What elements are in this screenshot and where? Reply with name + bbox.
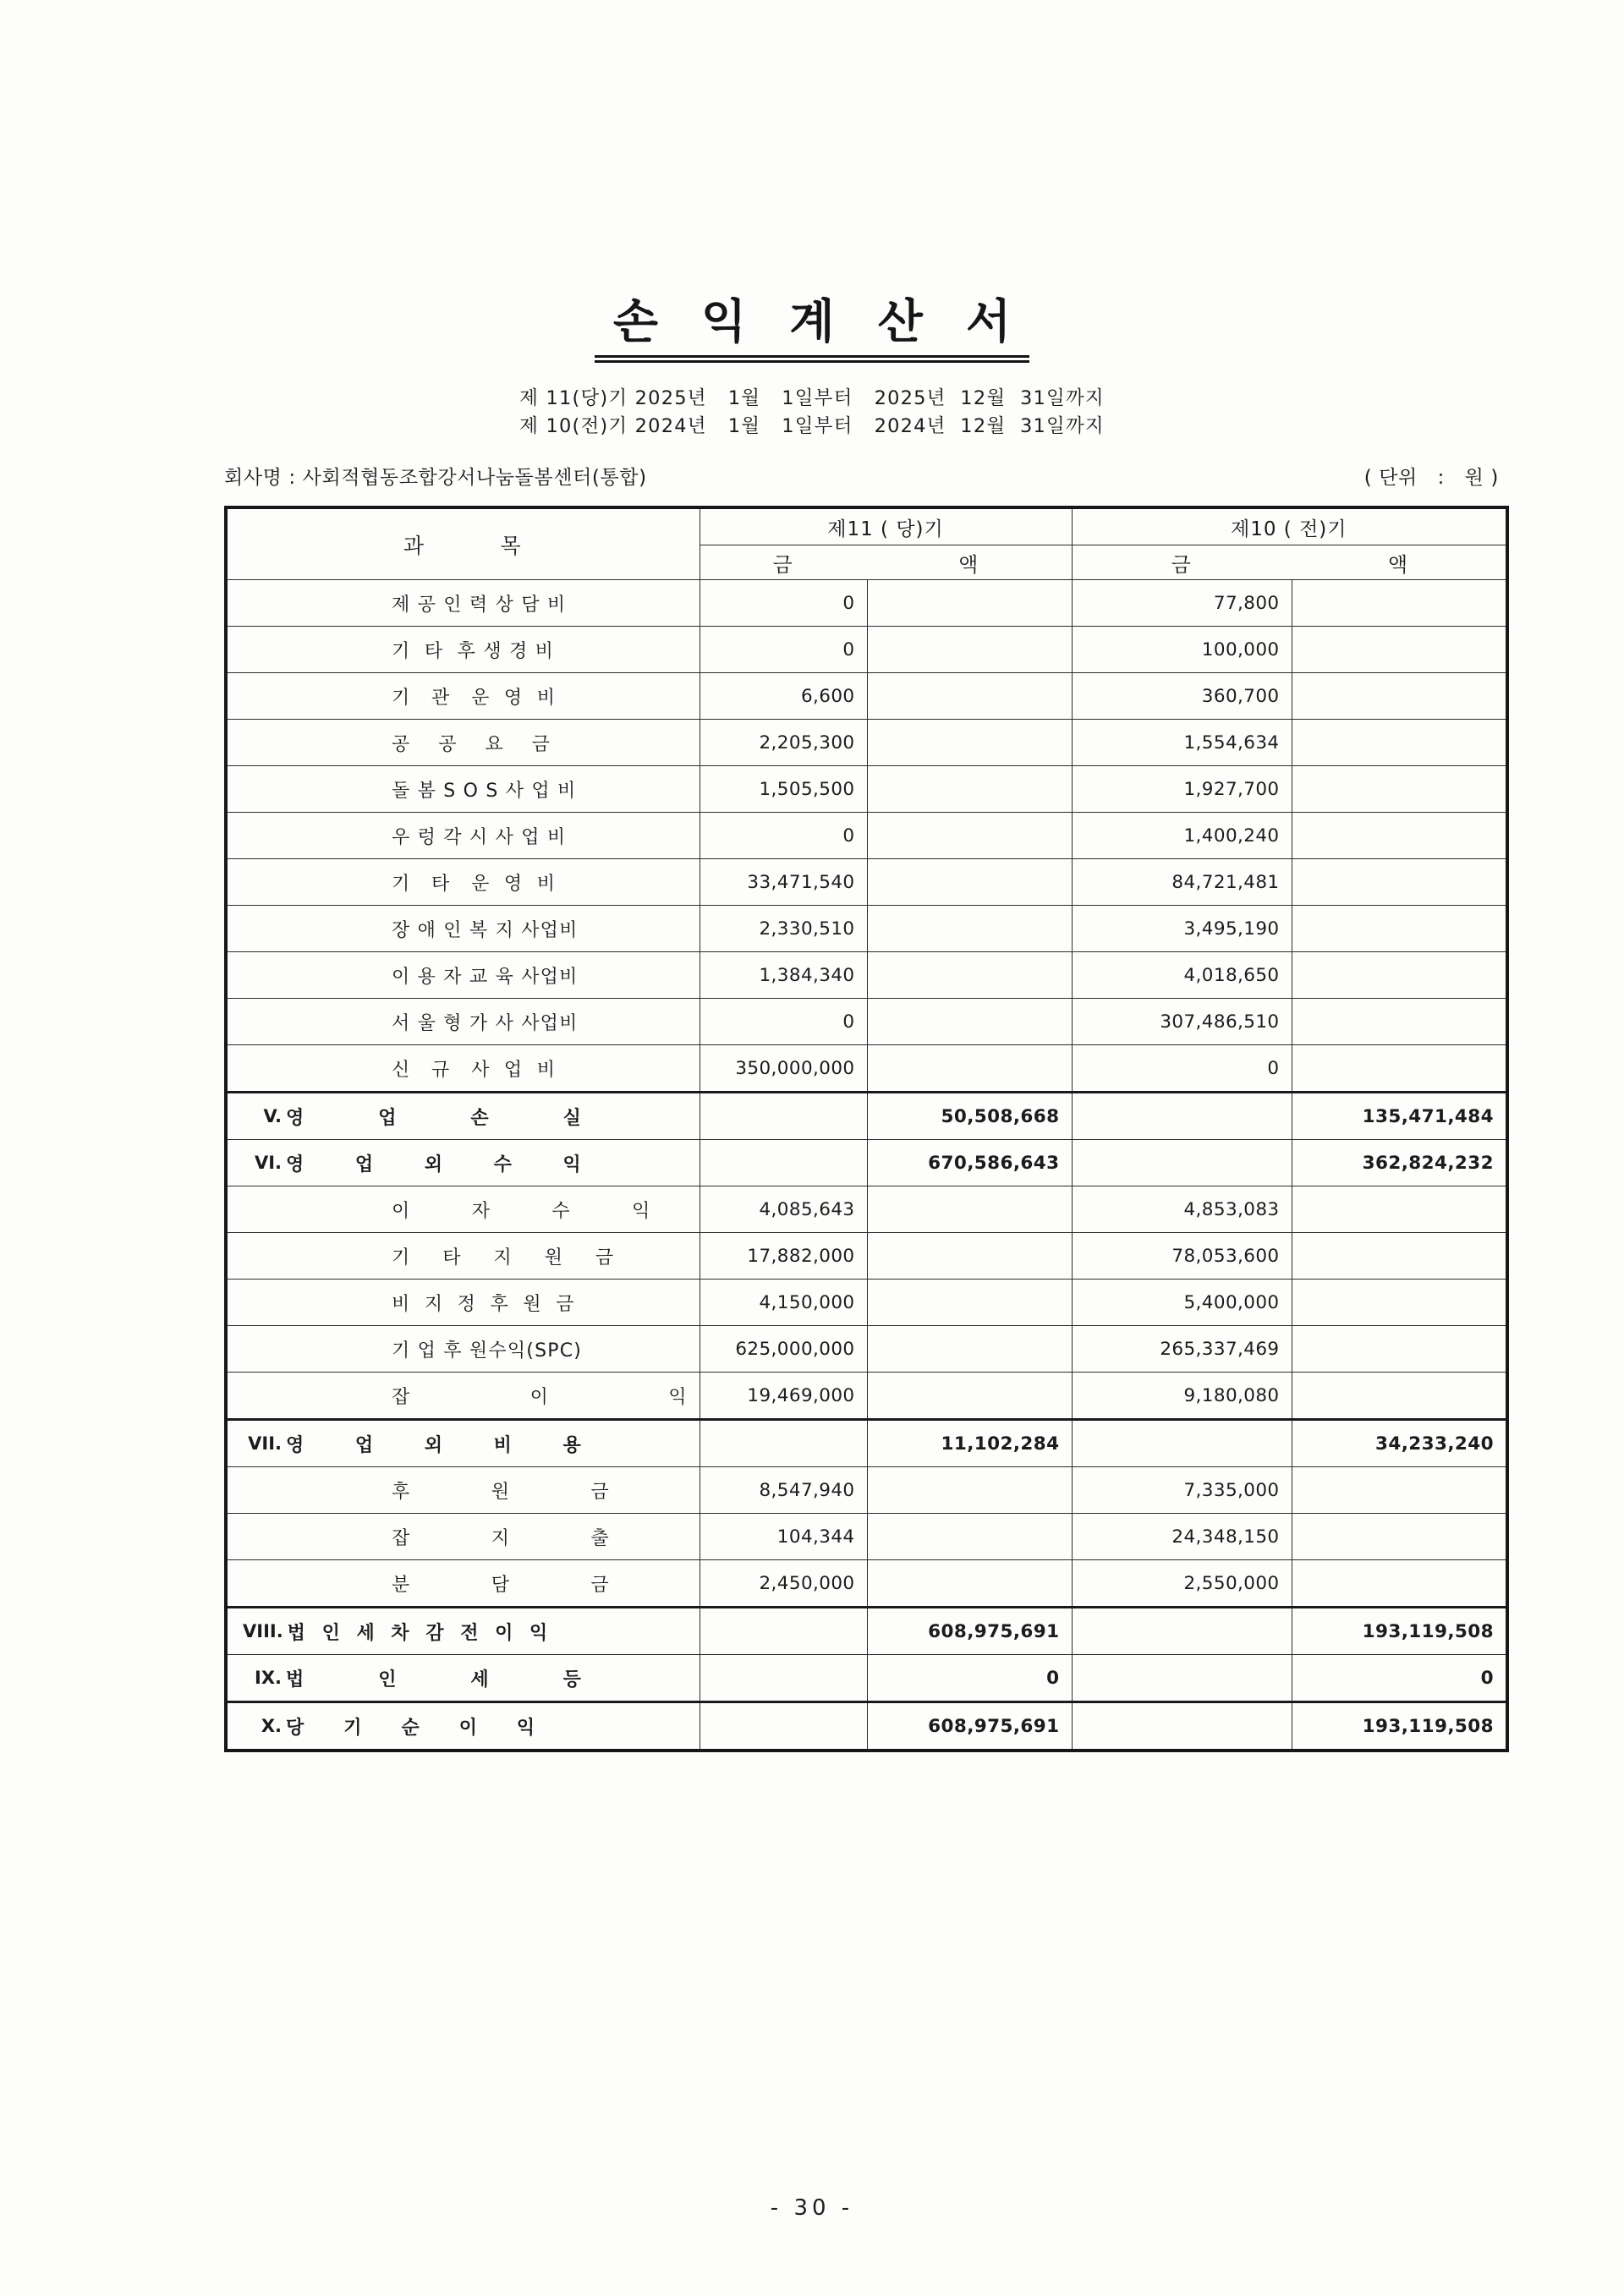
prior-subtotal-cell: 77,800 xyxy=(1072,580,1292,627)
prior-total-cell xyxy=(1292,1280,1507,1326)
account-label: 잡 이 익 xyxy=(392,1386,691,1408)
prior-subtotal-cell: 100,000 xyxy=(1072,627,1292,673)
current-total-cell xyxy=(867,720,1072,766)
current-subtotal-cell: 104,344 xyxy=(700,1514,867,1560)
prior-subtotal-cell: 2,550,000 xyxy=(1072,1560,1292,1608)
account-cell xyxy=(226,627,700,673)
account-label: 영 업 외 비 용 xyxy=(286,1434,586,1456)
current-subtotal-cell: 8,547,940 xyxy=(700,1467,867,1514)
prior-total-cell xyxy=(1292,1186,1507,1233)
current-total-cell xyxy=(867,906,1072,952)
prior-subtotal-cell: 4,853,083 xyxy=(1072,1186,1292,1233)
prior-subtotal-cell: 7,335,000 xyxy=(1072,1467,1292,1514)
account-roman-numeral: VIII. xyxy=(243,1621,283,1641)
current-subtotal-cell: 17,882,000 xyxy=(700,1233,867,1280)
prior-total-cell xyxy=(1292,906,1507,952)
current-total-cell xyxy=(867,1186,1072,1233)
prior-total-cell xyxy=(1292,1560,1507,1608)
current-subtotal-cell: 2,330,510 xyxy=(700,906,867,952)
prior-total-cell xyxy=(1292,1233,1507,1280)
current-total-cell xyxy=(867,1514,1072,1560)
prior-subtotal-cell xyxy=(1072,1420,1292,1467)
prior-total-cell xyxy=(1292,720,1507,766)
prior-total-cell: 193,119,508 xyxy=(1292,1608,1507,1655)
prior-subtotal-cell xyxy=(1072,1140,1292,1186)
prior-total-cell: 193,119,508 xyxy=(1292,1702,1507,1751)
account-cell xyxy=(226,766,700,813)
account-cell xyxy=(226,1280,700,1326)
account-label: 공 공 요 금 xyxy=(392,733,551,755)
table-row xyxy=(226,952,1507,999)
table-row xyxy=(226,1514,1507,1560)
prior-total-cell: 362,824,232 xyxy=(1292,1140,1507,1186)
account-label: 기 타 운 영 비 xyxy=(392,873,557,895)
table-row xyxy=(226,766,1507,813)
account-label: 기 관 운 영 비 xyxy=(392,687,557,709)
table-row xyxy=(226,1326,1507,1373)
current-subtotal-cell xyxy=(700,1420,867,1467)
header-row-periods xyxy=(226,507,1507,545)
header-current-amount-right: 액 xyxy=(867,545,1072,580)
account-cell xyxy=(226,580,700,627)
meta-row xyxy=(224,462,1506,490)
table-row xyxy=(226,720,1507,766)
current-subtotal-cell: 33,471,540 xyxy=(700,859,867,906)
current-subtotal-cell: 6,600 xyxy=(700,673,867,720)
table-row xyxy=(226,1280,1507,1326)
unit-note: ( 단위 : 원 ) xyxy=(1363,467,1499,489)
header-prior-amount-right: 액 xyxy=(1292,545,1507,580)
current-subtotal-cell: 625,000,000 xyxy=(700,1326,867,1373)
header-account: 과 목 xyxy=(226,507,700,580)
prior-subtotal-cell: 24,348,150 xyxy=(1072,1514,1292,1560)
current-subtotal-cell xyxy=(700,1655,867,1702)
current-total-cell xyxy=(867,952,1072,999)
account-label: 분 담 금 xyxy=(392,1574,613,1596)
current-subtotal-cell: 0 xyxy=(700,627,867,673)
current-total-cell xyxy=(867,1467,1072,1514)
table-row xyxy=(226,813,1507,859)
prior-subtotal-cell: 307,486,510 xyxy=(1072,999,1292,1045)
page-number: - 30 - xyxy=(770,2195,854,2221)
current-total-cell xyxy=(867,580,1072,627)
current-total-cell xyxy=(867,766,1072,813)
account-cell xyxy=(226,1140,700,1186)
prior-total-cell xyxy=(1292,952,1507,999)
current-subtotal-cell: 4,150,000 xyxy=(700,1280,867,1326)
account-label: 후 원 금 xyxy=(392,1481,613,1503)
account-roman-numeral: V. xyxy=(263,1106,282,1126)
prior-subtotal-cell: 1,927,700 xyxy=(1072,766,1292,813)
current-subtotal-cell: 4,085,643 xyxy=(700,1186,867,1233)
account-cell xyxy=(226,673,700,720)
account-label: 우 렁 각 시 사 업 비 xyxy=(392,826,567,848)
prior-subtotal-cell: 4,018,650 xyxy=(1072,952,1292,999)
current-total-cell xyxy=(867,1045,1072,1093)
prior-total-cell xyxy=(1292,1514,1507,1560)
period-current-line: 제 11(당)기 2025년 1월 1일부터 2025년 12월 31일까지 xyxy=(519,387,1105,409)
current-subtotal-cell: 2,205,300 xyxy=(700,720,867,766)
table-row xyxy=(226,906,1507,952)
prior-total-cell xyxy=(1292,813,1507,859)
prior-subtotal-cell: 0 xyxy=(1072,1045,1292,1093)
current-subtotal-cell: 19,469,000 xyxy=(700,1373,867,1420)
prior-total-cell: 0 xyxy=(1292,1655,1507,1702)
account-label: 영 업 외 수 익 xyxy=(286,1153,586,1175)
current-total-cell xyxy=(867,1326,1072,1373)
current-subtotal-cell xyxy=(700,1140,867,1186)
current-total-cell xyxy=(867,673,1072,720)
account-label: 당 기 순 이 익 xyxy=(286,1717,540,1739)
current-total-cell xyxy=(867,859,1072,906)
account-cell xyxy=(226,1233,700,1280)
table-row xyxy=(226,1655,1507,1702)
account-cell xyxy=(226,1702,700,1751)
current-total-cell: 670,586,643 xyxy=(867,1140,1072,1186)
period-block xyxy=(0,385,1624,441)
table-row xyxy=(226,1702,1507,1751)
account-roman-numeral: VI. xyxy=(254,1153,282,1173)
prior-subtotal-cell: 1,400,240 xyxy=(1072,813,1292,859)
header-prior-amount-left: 금 xyxy=(1072,545,1292,580)
account-roman-numeral: X. xyxy=(261,1716,282,1736)
current-subtotal-cell xyxy=(700,1702,867,1751)
table-row xyxy=(226,1467,1507,1514)
account-label: 잡 지 출 xyxy=(392,1527,613,1549)
table-row xyxy=(226,1233,1507,1280)
prior-total-cell xyxy=(1292,1326,1507,1373)
period-prior-line: 제 10(전)기 2024년 1월 1일부터 2024년 12월 31일까지 xyxy=(519,415,1105,437)
header-current-amount-left: 금 xyxy=(700,545,867,580)
account-roman-numeral: VII. xyxy=(248,1433,282,1454)
account-label: 이 용 자 교 육 사업비 xyxy=(392,966,579,988)
account-cell xyxy=(226,1560,700,1608)
prior-total-cell xyxy=(1292,999,1507,1045)
account-label: 기 타 후 생 경 비 xyxy=(392,640,555,662)
account-cell xyxy=(226,906,700,952)
account-cell xyxy=(226,1045,700,1093)
account-cell xyxy=(226,1514,700,1560)
prior-subtotal-cell: 9,180,080 xyxy=(1072,1373,1292,1420)
current-total-cell xyxy=(867,999,1072,1045)
current-total-cell: 11,102,284 xyxy=(867,1420,1072,1467)
current-subtotal-cell: 0 xyxy=(700,813,867,859)
current-subtotal-cell xyxy=(700,1608,867,1655)
prior-total-cell xyxy=(1292,673,1507,720)
table-row xyxy=(226,627,1507,673)
prior-subtotal-cell xyxy=(1072,1655,1292,1702)
prior-subtotal-cell: 5,400,000 xyxy=(1072,1280,1292,1326)
header-current-period: 제11 ( 당)기 xyxy=(700,507,1072,545)
account-label: 제 공 인 력 상 담 비 xyxy=(392,594,567,616)
income-statement-table xyxy=(224,506,1509,1752)
table-row xyxy=(226,580,1507,627)
prior-total-cell xyxy=(1292,1045,1507,1093)
account-roman-numeral: IX. xyxy=(255,1668,282,1688)
current-total-cell: 608,975,691 xyxy=(867,1702,1072,1751)
page-title: 손 익 계 산 서 xyxy=(595,298,1029,363)
table-row xyxy=(226,1373,1507,1420)
current-subtotal-cell xyxy=(700,1093,867,1140)
table-row xyxy=(226,859,1507,906)
account-label: 법 인 세 차 감 전 이 익 xyxy=(287,1622,553,1644)
table-body xyxy=(226,580,1507,1751)
account-cell xyxy=(226,720,700,766)
prior-subtotal-cell xyxy=(1072,1608,1292,1655)
table-row xyxy=(226,1186,1507,1233)
prior-subtotal-cell: 265,337,469 xyxy=(1072,1326,1292,1373)
prior-total-cell xyxy=(1292,1373,1507,1420)
current-subtotal-cell: 0 xyxy=(700,580,867,627)
current-subtotal-cell: 1,384,340 xyxy=(700,952,867,999)
header-prior-period: 제10 ( 전)기 xyxy=(1072,507,1507,545)
current-total-cell xyxy=(867,1280,1072,1326)
table-row xyxy=(226,1045,1507,1093)
current-total-cell: 608,975,691 xyxy=(867,1608,1072,1655)
current-total-cell xyxy=(867,813,1072,859)
table-row xyxy=(226,673,1507,720)
account-cell xyxy=(226,1373,700,1420)
account-cell xyxy=(226,1326,700,1373)
prior-subtotal-cell: 78,053,600 xyxy=(1072,1233,1292,1280)
current-subtotal-cell: 350,000,000 xyxy=(700,1045,867,1093)
table-head xyxy=(226,507,1507,580)
account-label: 이 자 수 익 xyxy=(392,1200,654,1222)
current-total-cell: 50,508,668 xyxy=(867,1093,1072,1140)
current-subtotal-cell: 2,450,000 xyxy=(700,1560,867,1608)
account-cell xyxy=(226,952,700,999)
prior-subtotal-cell: 1,554,634 xyxy=(1072,720,1292,766)
prior-total-cell: 34,233,240 xyxy=(1292,1420,1507,1467)
account-cell xyxy=(226,813,700,859)
current-total-cell xyxy=(867,1233,1072,1280)
account-cell xyxy=(226,1655,700,1702)
account-cell xyxy=(226,1186,700,1233)
prior-subtotal-cell: 360,700 xyxy=(1072,673,1292,720)
prior-subtotal-cell xyxy=(1072,1702,1292,1751)
prior-total-cell xyxy=(1292,627,1507,673)
prior-subtotal-cell: 3,495,190 xyxy=(1072,906,1292,952)
account-label: 기 타 지 원 금 xyxy=(392,1247,617,1269)
account-cell xyxy=(226,999,700,1045)
current-subtotal-cell: 1,505,500 xyxy=(700,766,867,813)
prior-total-cell: 135,471,484 xyxy=(1292,1093,1507,1140)
table-row xyxy=(226,1093,1507,1140)
account-cell xyxy=(226,1093,700,1140)
prior-subtotal-cell: 84,721,481 xyxy=(1072,859,1292,906)
account-label: 장 애 인 복 지 사업비 xyxy=(392,919,579,941)
current-total-cell xyxy=(867,1373,1072,1420)
account-label: 신 규 사 업 비 xyxy=(392,1059,557,1081)
account-label: 비 지 정 후 원 금 xyxy=(392,1293,575,1315)
account-cell xyxy=(226,1467,700,1514)
account-label: 기 업 후 원수익(SPC) xyxy=(392,1340,583,1362)
table-row xyxy=(226,1608,1507,1655)
account-label: 서 울 형 가 사 사업비 xyxy=(392,1012,579,1034)
account-cell xyxy=(226,859,700,906)
table-row xyxy=(226,999,1507,1045)
prior-total-cell xyxy=(1292,580,1507,627)
current-total-cell xyxy=(867,627,1072,673)
table-row xyxy=(226,1420,1507,1467)
account-label: 영 업 손 실 xyxy=(286,1107,586,1129)
prior-total-cell xyxy=(1292,766,1507,813)
table-row xyxy=(226,1560,1507,1608)
prior-subtotal-cell xyxy=(1072,1093,1292,1140)
title-block xyxy=(0,294,1624,363)
prior-total-cell xyxy=(1292,1467,1507,1514)
account-label: 돌 봄 S O S 사 업 비 xyxy=(392,780,577,802)
current-total-cell xyxy=(867,1560,1072,1608)
company-name: 회사명 : 사회적협동조합강서나눔돌봄센터(통합) xyxy=(224,467,647,489)
table-row xyxy=(226,1140,1507,1186)
current-subtotal-cell: 0 xyxy=(700,999,867,1045)
account-cell xyxy=(226,1420,700,1467)
current-total-cell: 0 xyxy=(867,1655,1072,1702)
prior-total-cell xyxy=(1292,859,1507,906)
account-label: 법 인 세 등 xyxy=(286,1669,586,1690)
account-cell xyxy=(226,1608,700,1655)
